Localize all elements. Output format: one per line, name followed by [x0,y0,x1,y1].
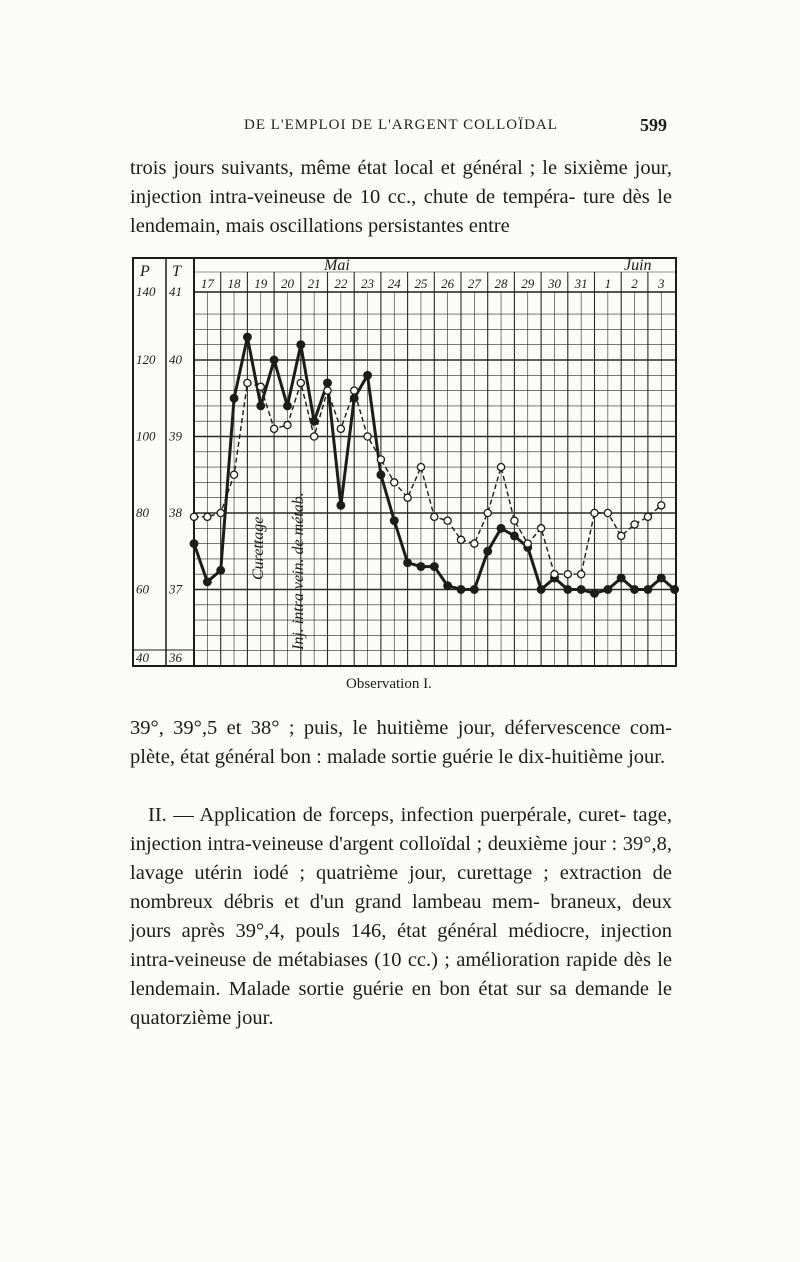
data-point-filled [217,567,225,575]
day-tick-label: 29 [521,276,535,291]
data-point-filled [444,582,452,590]
day-tick-label: 28 [494,276,508,291]
temp-tick-label: 38 [169,505,182,520]
day-tick-label: 24 [387,276,401,291]
chart-labels [136,257,665,665]
pulse-tick-label: 80 [136,505,149,520]
day-tick-label: 19 [254,276,268,291]
day-tick-label: 2 [631,276,638,291]
day-tick-label: 25 [414,276,428,291]
data-point-open [484,509,491,516]
day-tick-label: 1 [604,276,612,291]
data-point-open [311,433,318,440]
data-point-open [578,571,585,578]
data-point-open [284,421,291,428]
data-point-open [551,571,558,578]
data-point-filled [204,578,212,586]
month-label-juin: Juin [624,257,652,274]
month-label-mai: Mai [324,257,350,274]
figure-caption: Observation I. [346,676,432,692]
data-point-filled [591,590,599,598]
data-point-open [658,502,665,509]
day-tick-label: 31 [574,276,588,291]
pulse-tick-label: 140 [136,284,156,299]
data-point-filled [484,547,492,555]
data-point-open [591,509,598,516]
data-point-filled [244,333,252,341]
data-point-filled [404,559,412,567]
day-tick-label: 22 [334,276,348,291]
paragraph-2: 39°, 39°,5 et 38° ; puis, le huitième jour, défervescence com- plète, état général bon : malade sortie guérie le dix-huitième jour. [130,717,672,768]
data-point-filled [190,540,198,548]
data-point-open [190,513,197,520]
data-point-open [364,433,371,440]
data-point-open [471,540,478,547]
data-point-filled [497,525,505,533]
data-point-open [391,479,398,486]
day-tick-label: 3 [658,276,665,291]
data-point-open [644,513,651,520]
temp-axis-label: T [172,263,181,280]
day-tick-label: 27 [467,276,481,291]
data-point-filled [617,574,625,582]
data-point-open [511,517,518,524]
pulse-tick-label: 100 [136,428,156,444]
data-point-filled [310,417,318,425]
running-title: DE L'EMPLOI DE L'ARGENT COLLOÏDAL [244,117,558,133]
data-point-filled [417,563,425,571]
data-point-filled [324,379,332,387]
day-tick-label: 21 [307,276,321,291]
data-point-filled [644,586,652,594]
data-point-open [524,540,531,547]
data-point-filled [270,356,278,364]
paragraph-1: trois jours suivants, même état local et général ; le sixième jour, injection intra-veineuse de 10 cc., chute de tempéra- ture dès le lendemain, mais oscillations persistantes entre [130,157,672,237]
data-point-filled [604,586,612,594]
pulse-tick-label: 120 [136,352,156,367]
temp-tick-label: 36 [169,650,182,665]
data-point-filled [537,586,545,594]
data-point-open [337,425,344,432]
data-point-open [457,536,464,543]
day-tick-label: 17 [200,276,214,291]
data-point-open [297,379,304,386]
data-point-filled [564,586,572,594]
annotation-curettage: Curettage [250,516,267,580]
data-point-filled [657,574,665,582]
data-point-open [564,571,571,578]
chart-grid [194,272,676,666]
data-point-filled [337,502,345,510]
data-point-filled [511,532,519,540]
data-point-filled [284,402,292,410]
temp-tick-label: 41 [169,284,182,299]
data-point-open [618,532,625,539]
pulse-tick-label: 60 [136,581,149,597]
data-point-open [604,509,611,516]
data-point-filled [471,586,479,594]
data-point-open [377,456,384,463]
day-tick-label: 18 [227,276,241,291]
data-point-filled [431,563,439,571]
data-point-open [631,521,638,528]
data-point-filled [377,471,385,479]
data-point-open [444,517,451,524]
day-tick-label: 23 [361,276,375,291]
data-point-open [497,464,504,471]
data-point-open [538,525,545,532]
data-point-filled [457,586,465,594]
data-point-filled [230,394,238,402]
data-point-open [204,513,211,520]
data-point-open [324,387,331,394]
data-point-filled [577,586,585,594]
data-point-open [230,471,237,478]
data-point-filled [390,517,398,525]
data-point-filled [364,372,372,380]
pulse-axis-label: P [140,263,150,280]
data-point-open [404,494,411,501]
paragraph-3: II. — Application de forceps, infection puerpérale, curet- tage, injection intra-veineuse d'argent colloïdal ; deuxième jour : 39°,8, lavage utérin iodé ; quatrième jour, curettage ; extraction de nombreux débris et d'un grand lambeau mem- braneux, deux jours après 39°,4, pouls 146, état général médiocre, injection intra-veineuse de métabiases (10 cc.) ; amélioration rapide dès le lendemain. Malade sortie guérie en bon état sur sa demande le quatorzième jour. [130,804,672,1029]
day-tick-label: 26 [441,276,455,291]
pulse-tick-label: 40 [136,650,149,665]
temp-tick-label: 40 [169,352,182,367]
data-point-open [271,425,278,432]
data-point-filled [257,402,265,410]
temp-tick-label: 37 [169,581,182,597]
data-point-open [244,379,251,386]
data-point-open [417,464,424,471]
page-number: 599 [640,115,667,135]
data-point-open [217,509,224,516]
temp-tick-label: 39 [169,428,182,444]
data-point-open [431,513,438,520]
data-point-filled [671,586,679,594]
day-tick-label: 30 [547,276,561,291]
data-point-open [351,387,358,394]
data-point-filled [631,586,639,594]
data-point-filled [297,341,305,349]
annotation-injection: Inj. intra vein. de métab. [290,492,307,650]
day-tick-label: 20 [280,276,294,291]
data-point-open [257,383,264,390]
